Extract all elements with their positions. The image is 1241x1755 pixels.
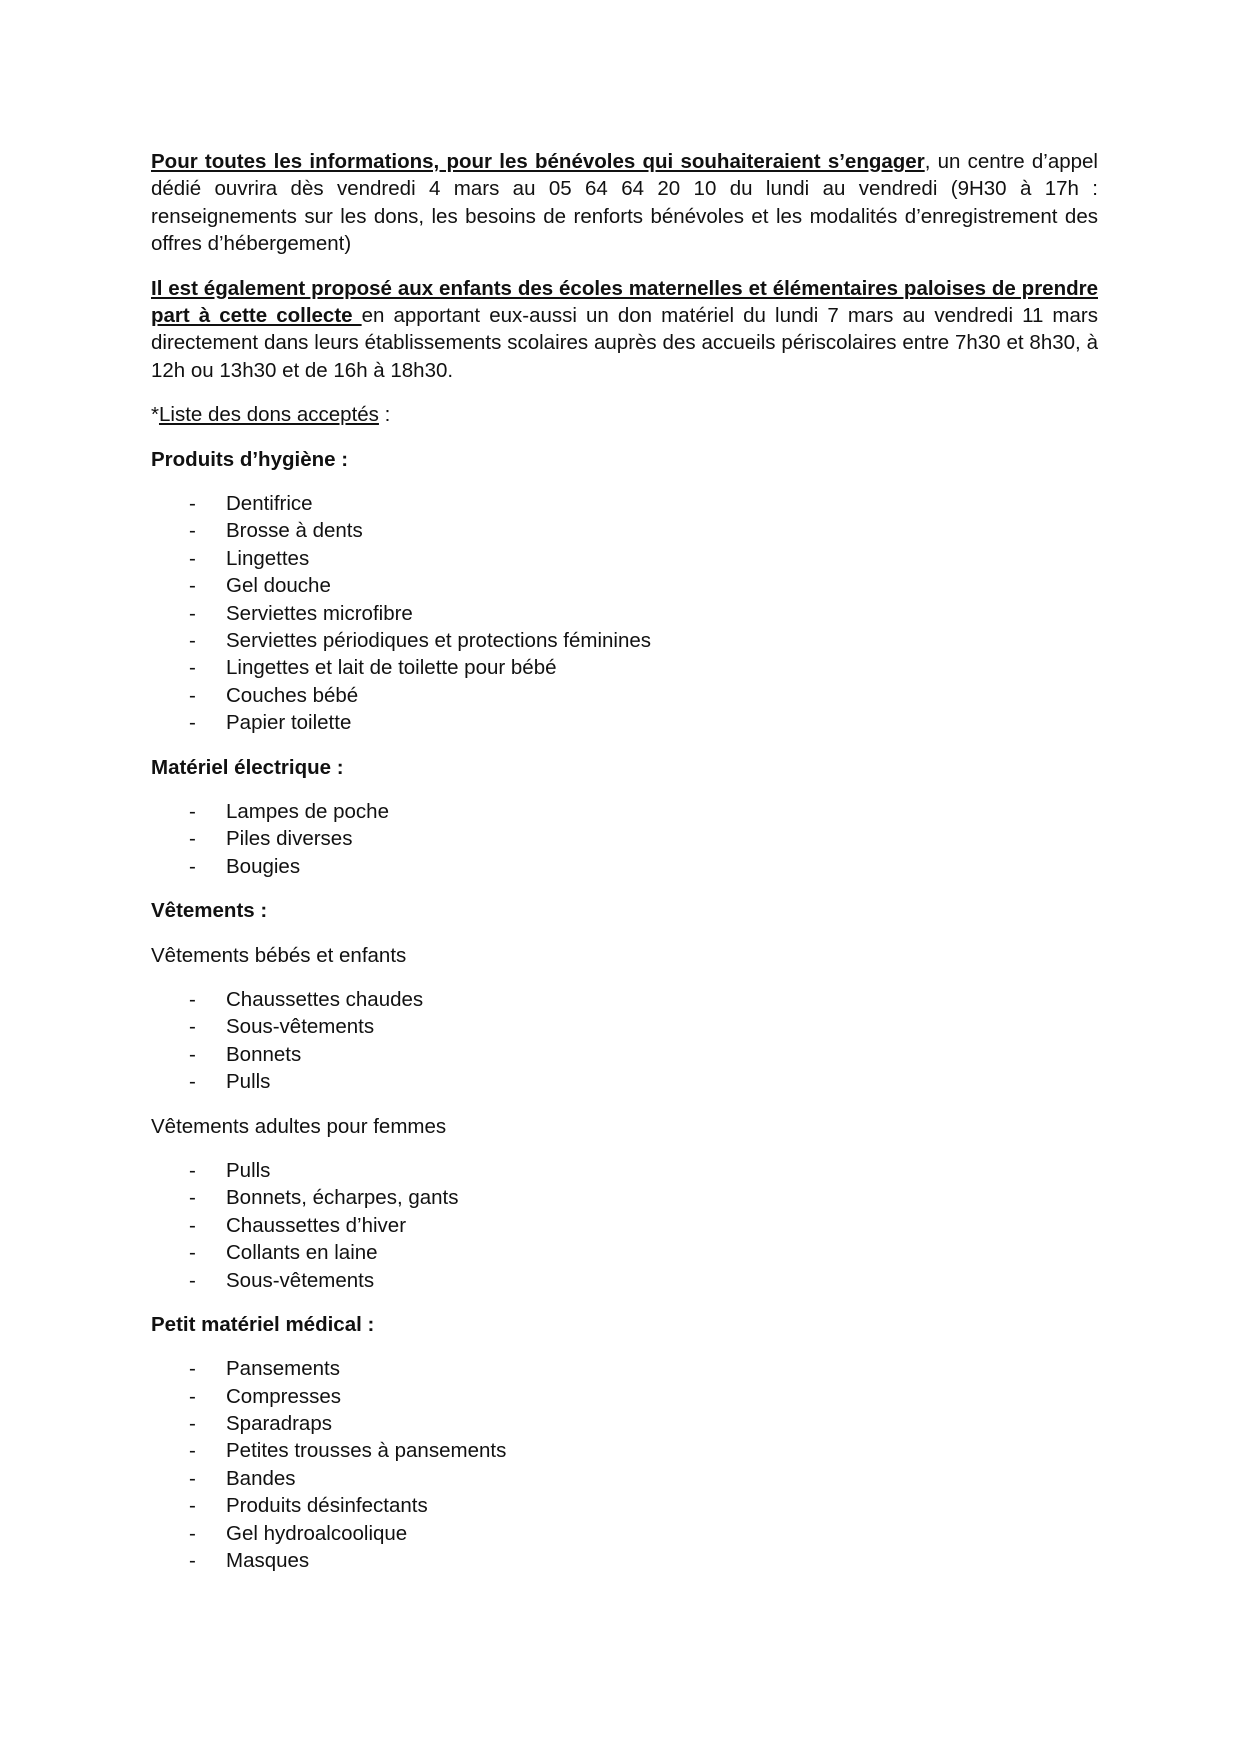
- list-item-text: Collants en laine: [226, 1241, 378, 1265]
- list-item: [151, 853, 1098, 880]
- dash-bullet: -: [189, 683, 196, 707]
- dash-bullet: -: [189, 1412, 196, 1436]
- list-item: [151, 825, 1098, 852]
- dash-bullet: -: [189, 827, 196, 851]
- list-item: [151, 654, 1098, 681]
- asterisk: *: [151, 403, 159, 427]
- intro-colon: :: [378, 403, 391, 427]
- dash-bullet: -: [189, 629, 196, 653]
- list-item: [151, 1157, 1098, 1184]
- list-item: [151, 986, 1098, 1013]
- dash-bullet: -: [189, 492, 196, 516]
- dash-bullet: -: [189, 546, 196, 570]
- list-item-text: Sous-vêtements: [226, 1268, 375, 1292]
- dash-bullet: -: [189, 1521, 196, 1545]
- subheading-women-clothes: Vêtements adultes pour femmes: [151, 1114, 447, 1138]
- list-item-text: Sparadraps: [226, 1412, 332, 1436]
- hygiene-list: [151, 490, 1098, 737]
- list-item: [151, 1383, 1098, 1410]
- list-item: [151, 1492, 1098, 1519]
- dash-bullet: -: [189, 1042, 196, 1066]
- section-heading-vetements: Vêtements :: [151, 899, 268, 923]
- list-item-text: Sous-vêtements: [226, 1015, 375, 1039]
- dash-bullet: -: [189, 1439, 196, 1463]
- list-item: [151, 490, 1098, 517]
- contact-text: , un centre d’appel dédié ouvrira dès vendredi 4 mars au 05 64 64 20 10 du lundi au vendredi (9H30 à 17h : renseignements sur les dons, les besoins de renforts bénévoles et les modalités d’enregistrement des offres d’hébergement): [151, 150, 1098, 256]
- list-item: [151, 1465, 1098, 1492]
- dash-bullet: -: [189, 1158, 196, 1182]
- schools-text: en apportant eux-aussi un don matériel du lundi 7 mars au vendredi 11 mars directement dans leurs établissements scolaires auprès des accueils périscolaires entre 7h30 et 8h30, à 12h ou 13h30 et de 16h à 18h30.: [151, 304, 1098, 382]
- list-item: [151, 1068, 1098, 1095]
- list-item-text: Lampes de poche: [226, 799, 389, 823]
- list-item: [151, 1041, 1098, 1068]
- list-item-text: Bonnets, écharpes, gants: [226, 1186, 459, 1210]
- list-item-text: Piles diverses: [226, 827, 353, 851]
- dash-bullet: -: [189, 1494, 196, 1518]
- dash-bullet: -: [189, 711, 196, 735]
- list-item: [151, 517, 1098, 544]
- list-item-text: Petites trousses à pansements: [226, 1439, 507, 1463]
- dash-bullet: -: [189, 574, 196, 598]
- contact-paragraph: [151, 148, 1098, 258]
- list-item-text: Produits désinfectants: [226, 1494, 428, 1518]
- dash-bullet: -: [189, 1384, 196, 1408]
- list-item-text: Bandes: [226, 1466, 296, 1490]
- list-item: [151, 545, 1098, 572]
- medical-list: [151, 1355, 1098, 1574]
- list-item: [151, 709, 1098, 736]
- list-item-text: Pulls: [226, 1158, 271, 1182]
- list-item-text: Lingettes et lait de toilette pour bébé: [226, 656, 557, 680]
- dash-bullet: -: [189, 1015, 196, 1039]
- kids-clothes-list: [151, 986, 1098, 1096]
- list-item: [151, 1184, 1098, 1211]
- dash-bullet: -: [189, 519, 196, 543]
- document-page: [151, 148, 1098, 1591]
- list-item-text: Gel douche: [226, 574, 331, 598]
- list-item: [151, 682, 1098, 709]
- list-item: [151, 1267, 1098, 1294]
- list-item: [151, 1520, 1098, 1547]
- electrique-list: [151, 798, 1098, 880]
- donations-intro: [151, 401, 1098, 428]
- list-item: [151, 798, 1098, 825]
- dash-bullet: -: [189, 1357, 196, 1381]
- list-item: [151, 1437, 1098, 1464]
- dash-bullet: -: [189, 987, 196, 1011]
- dash-bullet: -: [189, 1268, 196, 1292]
- dash-bullet: -: [189, 799, 196, 823]
- list-item-text: Chaussettes d’hiver: [226, 1213, 407, 1237]
- list-item: [151, 627, 1098, 654]
- list-item-text: Bonnets: [226, 1042, 302, 1066]
- list-item-text: Pulls: [226, 1070, 271, 1094]
- list-item: [151, 1212, 1098, 1239]
- dash-bullet: -: [189, 1466, 196, 1490]
- list-item-text: Chaussettes chaudes: [226, 987, 424, 1011]
- list-item-text: Dentifrice: [226, 492, 313, 516]
- dash-bullet: -: [189, 1213, 196, 1237]
- list-item: [151, 1410, 1098, 1437]
- dash-bullet: -: [189, 1241, 196, 1265]
- list-item-text: Serviettes périodiques et protections féminines: [226, 629, 652, 653]
- dash-bullet: -: [189, 1549, 196, 1573]
- women-clothes-list: [151, 1157, 1098, 1294]
- dash-bullet: -: [189, 601, 196, 625]
- list-item-text: Couches bébé: [226, 683, 359, 707]
- list-item-text: Bougies: [226, 854, 301, 878]
- list-item-text: Masques: [226, 1549, 310, 1573]
- contact-lead: Pour toutes les informations, pour les bénévoles qui souhaiteraient s’engager: [151, 150, 925, 173]
- list-item: [151, 1013, 1098, 1040]
- schools-paragraph: [151, 275, 1098, 385]
- list-item-text: Lingettes: [226, 546, 310, 570]
- list-item: [151, 1355, 1098, 1382]
- list-item-text: Brosse à dents: [226, 519, 363, 543]
- list-item-text: Serviettes microfibre: [226, 601, 413, 625]
- list-item-text: Pansements: [226, 1357, 340, 1381]
- list-item: [151, 1547, 1098, 1574]
- list-item-text: Papier toilette: [226, 711, 352, 735]
- dash-bullet: -: [189, 1070, 196, 1094]
- schools-lead: Il est également proposé aux enfants des écoles maternelles et élémentaires paloises de prendre part à cette collecte: [151, 276, 1098, 328]
- section-heading-medical: Petit matériel médical :: [151, 1312, 375, 1336]
- list-item-text: Gel hydroalcoolique: [226, 1521, 408, 1545]
- subheading-kids-clothes: Vêtements bébés et enfants: [151, 943, 407, 967]
- section-heading-electrique: Matériel électrique :: [151, 755, 344, 779]
- dash-bullet: -: [189, 854, 196, 878]
- list-item-text: Compresses: [226, 1384, 342, 1408]
- dash-bullet: -: [189, 656, 196, 680]
- donations-list-link: Liste des dons acceptés: [158, 403, 379, 427]
- list-item: [151, 572, 1098, 599]
- section-heading-hygiene: Produits d’hygiène :: [151, 447, 349, 471]
- dash-bullet: -: [189, 1186, 196, 1210]
- list-item: [151, 1239, 1098, 1266]
- list-item: [151, 600, 1098, 627]
